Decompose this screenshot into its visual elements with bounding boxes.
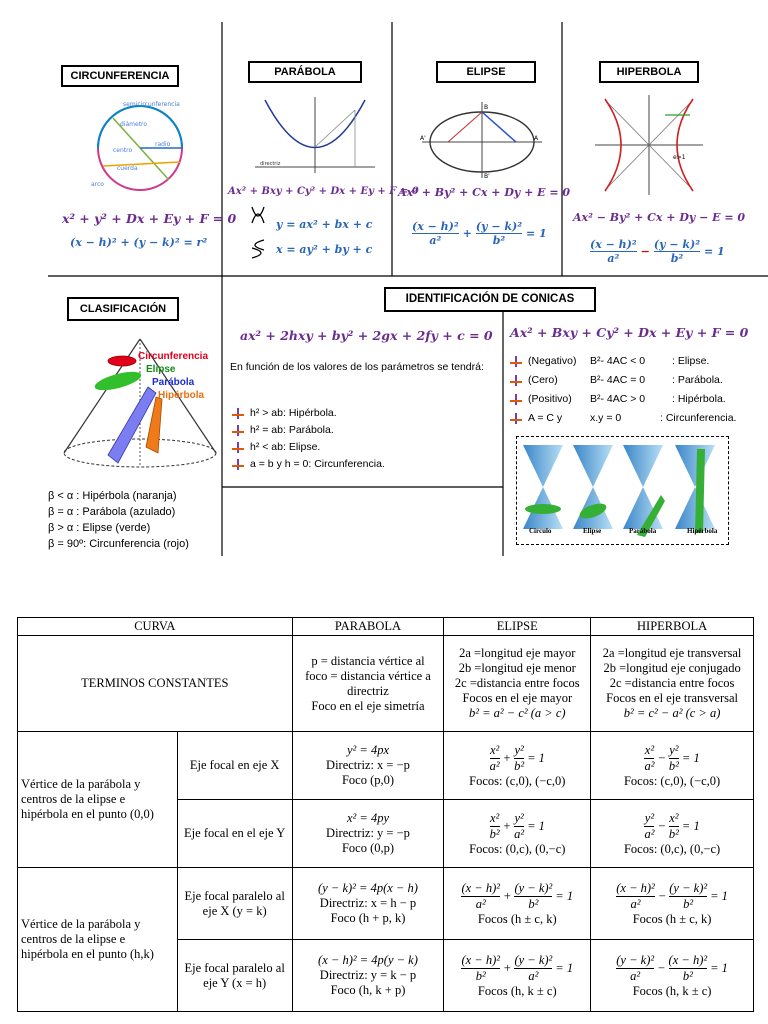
elipse-cell bbox=[444, 732, 591, 800]
parabola-general-eq: Ax² + Bxy + Cy² + Dx + Ey + F = 0 bbox=[228, 186, 419, 197]
pin-icon bbox=[510, 356, 522, 368]
cell-line: Foco en el eje simetría bbox=[311, 698, 425, 713]
op: − bbox=[657, 750, 666, 765]
cone-label-elipse: Elipse bbox=[146, 364, 176, 375]
svg-text:diámetro: diámetro bbox=[120, 121, 148, 128]
cell-line: directriz bbox=[347, 683, 389, 698]
cell-line: 2b =longitud eje conjugado bbox=[603, 661, 741, 675]
table-row bbox=[18, 732, 754, 800]
den: a² bbox=[644, 758, 655, 773]
den: a² bbox=[461, 896, 500, 912]
svg-text:B': B' bbox=[484, 173, 490, 180]
identificacion-item: h² > ab: Hipérbola. bbox=[250, 407, 337, 419]
elipse-cell bbox=[444, 800, 591, 868]
cone-label-list bbox=[138, 350, 208, 402]
hiperbola-cell bbox=[591, 732, 754, 800]
rule-expr: B²- 4AC > 0 bbox=[590, 393, 646, 405]
cell-line: Foco (p,0) bbox=[341, 773, 395, 787]
cell-line: hipérbola en el punto (h,k) bbox=[21, 947, 154, 961]
circunferencia-title: CIRCUNFERENCIA bbox=[61, 65, 179, 87]
header-curva: CURVA bbox=[18, 618, 293, 636]
num: y² bbox=[514, 810, 524, 825]
foci: Focos (h ± c, k) bbox=[632, 911, 712, 926]
foci: Focos: (0,c), (0,−c) bbox=[469, 841, 566, 856]
cell-line: hipérbola en el punto (0,0) bbox=[21, 807, 154, 821]
den: b² bbox=[669, 896, 707, 912]
circle-diagram bbox=[85, 100, 195, 195]
identificacion-eq-right: Ax² + Bxy + Cy² + Dx + Ey + F = 0 bbox=[510, 325, 749, 340]
parabola-cell bbox=[292, 800, 444, 868]
cell-line: p = distancia vértice al bbox=[311, 653, 425, 668]
cell-line: x² = 4py bbox=[346, 811, 389, 825]
cone-label-circunferencia: Circunferencia bbox=[138, 351, 209, 362]
num: (y − k)² bbox=[514, 880, 553, 895]
op: = 1 bbox=[710, 888, 728, 903]
cone-label-hiperbola: Hipérbola bbox=[158, 390, 205, 401]
cone-caption: Parábola bbox=[629, 527, 657, 535]
op: + bbox=[502, 750, 512, 765]
hiperbola-standard-eq bbox=[590, 238, 725, 265]
group2-label bbox=[18, 868, 178, 1012]
op: + bbox=[503, 960, 512, 975]
elipse-title: ELIPSE bbox=[436, 61, 536, 83]
num: (x − h)² bbox=[461, 880, 500, 895]
elipse-general-eq: Ax² + By² + Cx + Dy + E = 0 bbox=[398, 186, 571, 199]
header-parabola: PARABOLA bbox=[292, 618, 444, 636]
num: x² bbox=[669, 810, 679, 825]
rule-expr: x.y = 0 bbox=[590, 412, 622, 424]
class-item: β > α : Elipse (verde) bbox=[48, 522, 151, 534]
cell-line: b² = a² − c² (a > c) bbox=[468, 706, 566, 720]
op: = 1 bbox=[555, 888, 574, 903]
pin-icon bbox=[510, 413, 522, 425]
hip-den1: a² bbox=[590, 251, 637, 265]
op: − bbox=[657, 960, 666, 975]
cell-line: (y − k)² = 4p(x − h) bbox=[318, 881, 418, 895]
pin-icon bbox=[510, 375, 522, 387]
cones-figure bbox=[516, 436, 729, 545]
cell-line: Directriz: x = h − p bbox=[319, 896, 417, 910]
rule-sign: (Cero) bbox=[528, 374, 558, 386]
den: a² bbox=[489, 758, 500, 773]
num: y² bbox=[514, 742, 524, 757]
cell-line: Foco (0,p) bbox=[341, 841, 395, 855]
num: (y − k)² bbox=[669, 880, 708, 895]
parabola-eq-x: x = ay² + by + c bbox=[276, 243, 373, 256]
parabola-eq-y: y = ax² + bx + c bbox=[276, 218, 373, 231]
num: x² bbox=[490, 810, 500, 825]
rule-sign: A = C y bbox=[528, 412, 563, 424]
op: = 1 bbox=[527, 818, 545, 833]
cell-line: 2a =longitud eje transversal bbox=[602, 646, 742, 660]
cone-label-parabola: Parábola bbox=[152, 377, 195, 388]
svg-text:cuerda: cuerda bbox=[117, 165, 138, 172]
vertical-parabola-icon bbox=[250, 205, 266, 225]
cell-line: Eje focal paralelo al bbox=[184, 960, 285, 975]
elipse-num2: (y − k)² bbox=[475, 220, 523, 233]
sub-label bbox=[177, 940, 292, 1012]
cell-line: 2c =distancia entre focos bbox=[454, 676, 580, 690]
discriminant-rules bbox=[510, 352, 736, 428]
den: b² bbox=[489, 826, 500, 841]
cell-line: Focos en el eje transversal bbox=[606, 691, 739, 705]
op: = 1 bbox=[710, 960, 728, 975]
rule-result: : Elipse. bbox=[672, 355, 710, 367]
den: a² bbox=[514, 968, 552, 984]
elipse-cell bbox=[444, 868, 591, 940]
cell-line: Foco (h + p, k) bbox=[330, 911, 406, 925]
pin-icon bbox=[232, 459, 244, 471]
op: − bbox=[657, 818, 666, 833]
horizontal-parabola-icon bbox=[250, 238, 266, 260]
cone-caption: Elipse bbox=[583, 527, 602, 535]
den: b² bbox=[514, 758, 525, 773]
parabola-cell bbox=[292, 940, 444, 1012]
cell-line: Vértice de la parábola y bbox=[21, 777, 141, 791]
hip-den2: b² bbox=[654, 251, 700, 265]
identificacion-items bbox=[232, 405, 385, 473]
rule-result: : Hipérbola. bbox=[672, 393, 726, 405]
clasificacion-title: CLASIFICACIÓN bbox=[67, 297, 179, 321]
class-item: β < α : Hipérbola (naranja) bbox=[48, 490, 177, 502]
constantes-parabola bbox=[292, 636, 444, 732]
den: b² bbox=[514, 896, 552, 912]
circ-standard-eq: (x − h)² + (y − k)² = r² bbox=[70, 236, 208, 249]
classification-list bbox=[48, 488, 189, 552]
conics-summary-table bbox=[17, 617, 754, 1012]
elipse-standard-eq bbox=[412, 220, 547, 247]
pin-icon bbox=[510, 394, 522, 406]
rule-result: : Parábola. bbox=[672, 374, 723, 386]
cell-line: Directriz: y = −p bbox=[326, 826, 410, 840]
rule-sign: (Negativo) bbox=[528, 355, 577, 367]
num: (x − h)² bbox=[616, 880, 655, 895]
ellipse-diagram bbox=[420, 100, 545, 180]
op: − bbox=[657, 888, 667, 903]
cell-line: Directriz: y = k − p bbox=[319, 968, 417, 982]
svg-text:directriz: directriz bbox=[260, 161, 281, 167]
cell-line: y² = 4px bbox=[346, 743, 389, 757]
identificacion-item: h² = ab: Parábola. bbox=[250, 424, 334, 436]
cone-caption: Circulo bbox=[529, 527, 552, 535]
constantes-hiperbola bbox=[591, 636, 754, 732]
class-item: β = α : Parábola (azulado) bbox=[48, 506, 176, 518]
cell-line: 2b =longitud eje menor bbox=[458, 661, 576, 675]
sub-label bbox=[177, 868, 292, 940]
cell-line: centros de la elipse e bbox=[21, 792, 126, 806]
cone-caption: Hipérbola bbox=[687, 527, 718, 535]
foci: Focos: (c,0), (−c,0) bbox=[623, 773, 721, 788]
svg-text:A': A' bbox=[420, 135, 426, 142]
table-row-constantes bbox=[18, 636, 754, 732]
cell-line: 2c =distancia entre focos bbox=[609, 676, 735, 690]
cell-line: Directriz: x = −p bbox=[326, 758, 410, 772]
pin-icon bbox=[232, 442, 244, 454]
op: = 1 bbox=[681, 750, 700, 765]
op: = 1 bbox=[681, 818, 700, 833]
den: b² bbox=[668, 826, 679, 841]
den: a² bbox=[616, 968, 654, 984]
hiperbola-general-eq: Ax² − By² + Cx + Dy − E = 0 bbox=[573, 211, 746, 224]
elipse-den1: a² bbox=[412, 233, 459, 247]
identificacion-item: h² < ab: Elipse. bbox=[250, 441, 321, 453]
elipse-num1: (x − h)² bbox=[412, 220, 459, 233]
den: a² bbox=[514, 826, 525, 841]
sub-label: Eje focal en eje X bbox=[177, 732, 292, 800]
op: + bbox=[502, 818, 512, 833]
num: (x − h)² bbox=[668, 952, 708, 967]
sub-label: Eje focal en el eje Y bbox=[177, 800, 292, 868]
cell-line: (x − h)² = 4p(y − k) bbox=[318, 953, 418, 967]
elipse-cell bbox=[444, 940, 591, 1012]
parabola-cell bbox=[292, 868, 444, 940]
svg-text:radio: radio bbox=[155, 141, 171, 148]
den: a² bbox=[616, 896, 655, 912]
num: x² bbox=[490, 742, 500, 757]
foci: Focos: (0,c), (0,−c) bbox=[623, 841, 721, 856]
cell-line: Focos en el eje mayor bbox=[462, 691, 573, 705]
class-item: β = 90º: Circunferencia (rojo) bbox=[48, 538, 189, 550]
parabola-diagram bbox=[255, 95, 380, 175]
parabola-cell bbox=[292, 732, 444, 800]
identificacion-item: a = b y h = 0: Circunferencia. bbox=[250, 458, 385, 470]
num: (y − k)² bbox=[514, 952, 553, 967]
hip-num2: (y − k)² bbox=[653, 238, 701, 251]
elipse-rhs: = 1 bbox=[526, 227, 547, 240]
den: a² bbox=[644, 826, 655, 841]
parabola-title: PARÁBOLA bbox=[248, 61, 362, 83]
circ-general-eq: x² + y² + Dx + Ey + F = 0 bbox=[62, 211, 237, 226]
cell-line: 2a =longitud eje mayor bbox=[459, 646, 576, 660]
pin-icon bbox=[232, 425, 244, 437]
op: = 1 bbox=[555, 960, 574, 975]
num: (y − k)² bbox=[616, 952, 655, 967]
foci: Focos (h, k ± c) bbox=[477, 983, 557, 998]
elipse-den2: b² bbox=[476, 233, 522, 247]
hiperbola-cell bbox=[591, 868, 754, 940]
group1-label bbox=[18, 732, 178, 868]
rule-result: : Circunferencia. bbox=[660, 412, 737, 424]
hip-rhs: = 1 bbox=[704, 245, 725, 258]
hip-num1: (x − h)² bbox=[590, 238, 637, 251]
op: + bbox=[503, 888, 512, 903]
foci: Focos: (c,0), (−c,0) bbox=[469, 773, 566, 788]
den: b² bbox=[669, 968, 708, 984]
cell-line: Vértice de la parábola y bbox=[21, 917, 141, 931]
op: = 1 bbox=[527, 750, 545, 765]
svg-text:semicircunferencia: semicircunferencia bbox=[123, 101, 180, 108]
rule-sign: (Positivo) bbox=[528, 393, 572, 405]
hiperbola-cell bbox=[591, 800, 754, 868]
rule-expr: B²- 4AC < 0 bbox=[590, 355, 646, 367]
num: (x − h)² bbox=[461, 952, 500, 967]
den: b² bbox=[461, 968, 500, 984]
header-elipse: ELIPSE bbox=[444, 618, 591, 636]
svg-text:arco: arco bbox=[91, 181, 104, 188]
minus-sign: − bbox=[640, 245, 650, 258]
identificacion-eq-left: ax² + 2hxy + by² + 2gx + 2fy + c = 0 bbox=[240, 328, 493, 343]
cell-line: eje X (y = k) bbox=[202, 903, 267, 918]
cell-line: b² = c² − a² (c > a) bbox=[623, 706, 721, 720]
hiperbola-title: HIPERBOLA bbox=[599, 61, 699, 83]
svg-text:e>1: e>1 bbox=[673, 154, 686, 161]
header-hiperbola: HIPERBOLA bbox=[591, 618, 754, 636]
num: y² bbox=[644, 810, 655, 825]
table-header-row bbox=[18, 618, 754, 636]
hiperbola-cell bbox=[591, 940, 754, 1012]
rule-expr: B²- 4AC = 0 bbox=[590, 374, 646, 386]
constantes-elipse bbox=[444, 636, 591, 732]
cell-line: Eje focal paralelo al bbox=[184, 888, 285, 903]
cell-line: centros de la elipse e bbox=[21, 932, 126, 946]
foci: Focos (h ± c, k) bbox=[477, 911, 557, 926]
pin-icon bbox=[232, 408, 244, 420]
cell-line: Foco (h, k + p) bbox=[330, 983, 406, 997]
foci: Focos (h, k ± c) bbox=[632, 983, 712, 998]
hyperbola-diagram bbox=[595, 95, 705, 195]
svg-text:centro: centro bbox=[113, 147, 133, 154]
num: y² bbox=[669, 742, 679, 757]
constantes-label: TERMINOS CONSTANTES bbox=[18, 636, 293, 732]
den: b² bbox=[668, 758, 679, 773]
plus-sign: + bbox=[462, 227, 472, 240]
table-row bbox=[18, 868, 754, 940]
identificacion-title: IDENTIFICACIÓN DE CONICAS bbox=[384, 287, 596, 312]
cell-line: foco = distancia vértice a bbox=[305, 668, 431, 683]
identificacion-intro: En función de los valores de los parámetros se tendrá: bbox=[230, 361, 484, 373]
svg-text:A: A bbox=[534, 135, 539, 142]
num: x² bbox=[644, 742, 655, 757]
cell-line: eje Y (x = h) bbox=[203, 975, 267, 990]
svg-text:B: B bbox=[484, 104, 489, 111]
